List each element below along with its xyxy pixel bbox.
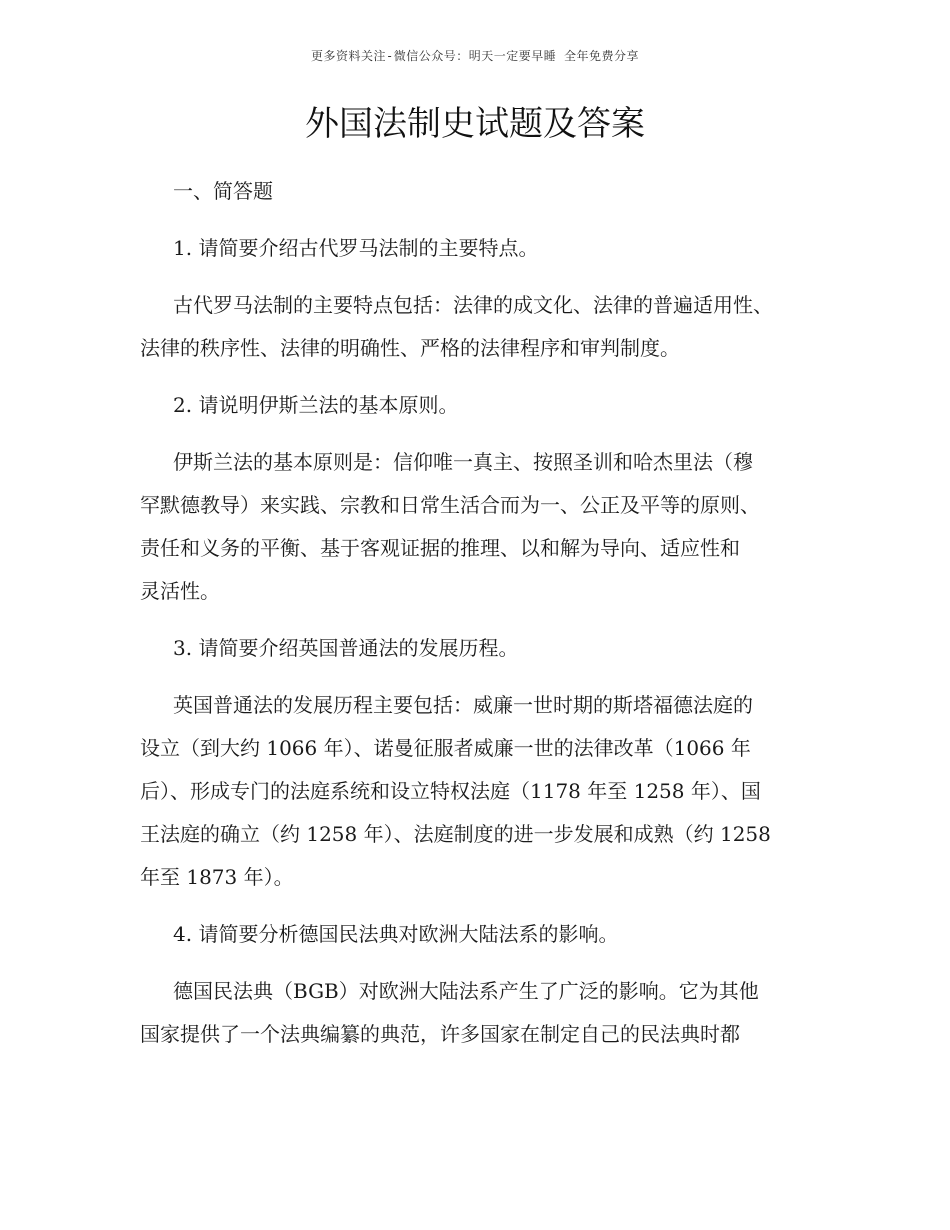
answer-2-line-1: 伊斯兰法的基本原则是：信仰唯一真主、按照圣训和哈杰里法（穆 [173,450,753,474]
answer-1-line-1: 古代罗马法制的主要特点包括：法律的成文化、法律的普遍适用性、 [173,293,773,317]
answer-3-line-4: 王法庭的确立（约 1258 年）、法庭制度的进一步发展和成熟（约 1258 [140,822,771,846]
answer-3-line-5: 年至 1873 年）。 [140,865,294,889]
answer-2-line-2: 罕默德教导）来实践、宗教和日常生活合而为一、公正及平等的原则、 [140,493,760,517]
header-note: 更多资料关注-微信公众号：明天一定要早睡 全年免费分享 [311,49,639,63]
answer-1-line-2: 法律的秩序性、法律的明确性、严格的法律程序和审判制度。 [140,336,680,360]
answer-4-line-1: 德国民法典（BGB）对欧洲大陆法系产生了广泛的影响。它为其他 [173,979,759,1003]
answer-3-line-1: 英国普通法的发展历程主要包括：威廉一世时期的斯塔福德法庭的 [173,693,753,717]
question-3: 3. 请简要介绍英国普通法的发展历程。 [173,636,519,660]
answer-3-line-3: 后）、形成专门的法庭系统和设立特权法庭（1178 年至 1258 年）、国 [140,779,761,803]
section-heading: 一、简答题 [173,179,273,203]
question-2: 2. 请说明伊斯兰法的基本原则。 [173,393,459,417]
answer-3-line-2: 设立（到大约 1066 年）、诺曼征服者威廉一世的法律改革（1066 年 [140,736,751,760]
answer-4-line-2: 国家提供了一个法典编纂的典范，许多国家在制定自己的民法典时都 [140,1022,740,1046]
answer-2-line-4: 灵活性。 [140,579,220,603]
document-title: 外国法制史试题及答案 [305,104,645,144]
question-4: 4. 请简要分析德国民法典对欧洲大陆法系的影响。 [173,922,619,946]
answer-2-line-3: 责任和义务的平衡、基于客观证据的推理、以和解为导向、适应性和 [140,536,740,560]
document-body [140,170,830,1056]
question-1: 1. 请简要介绍古代罗马法制的主要特点。 [173,236,539,260]
